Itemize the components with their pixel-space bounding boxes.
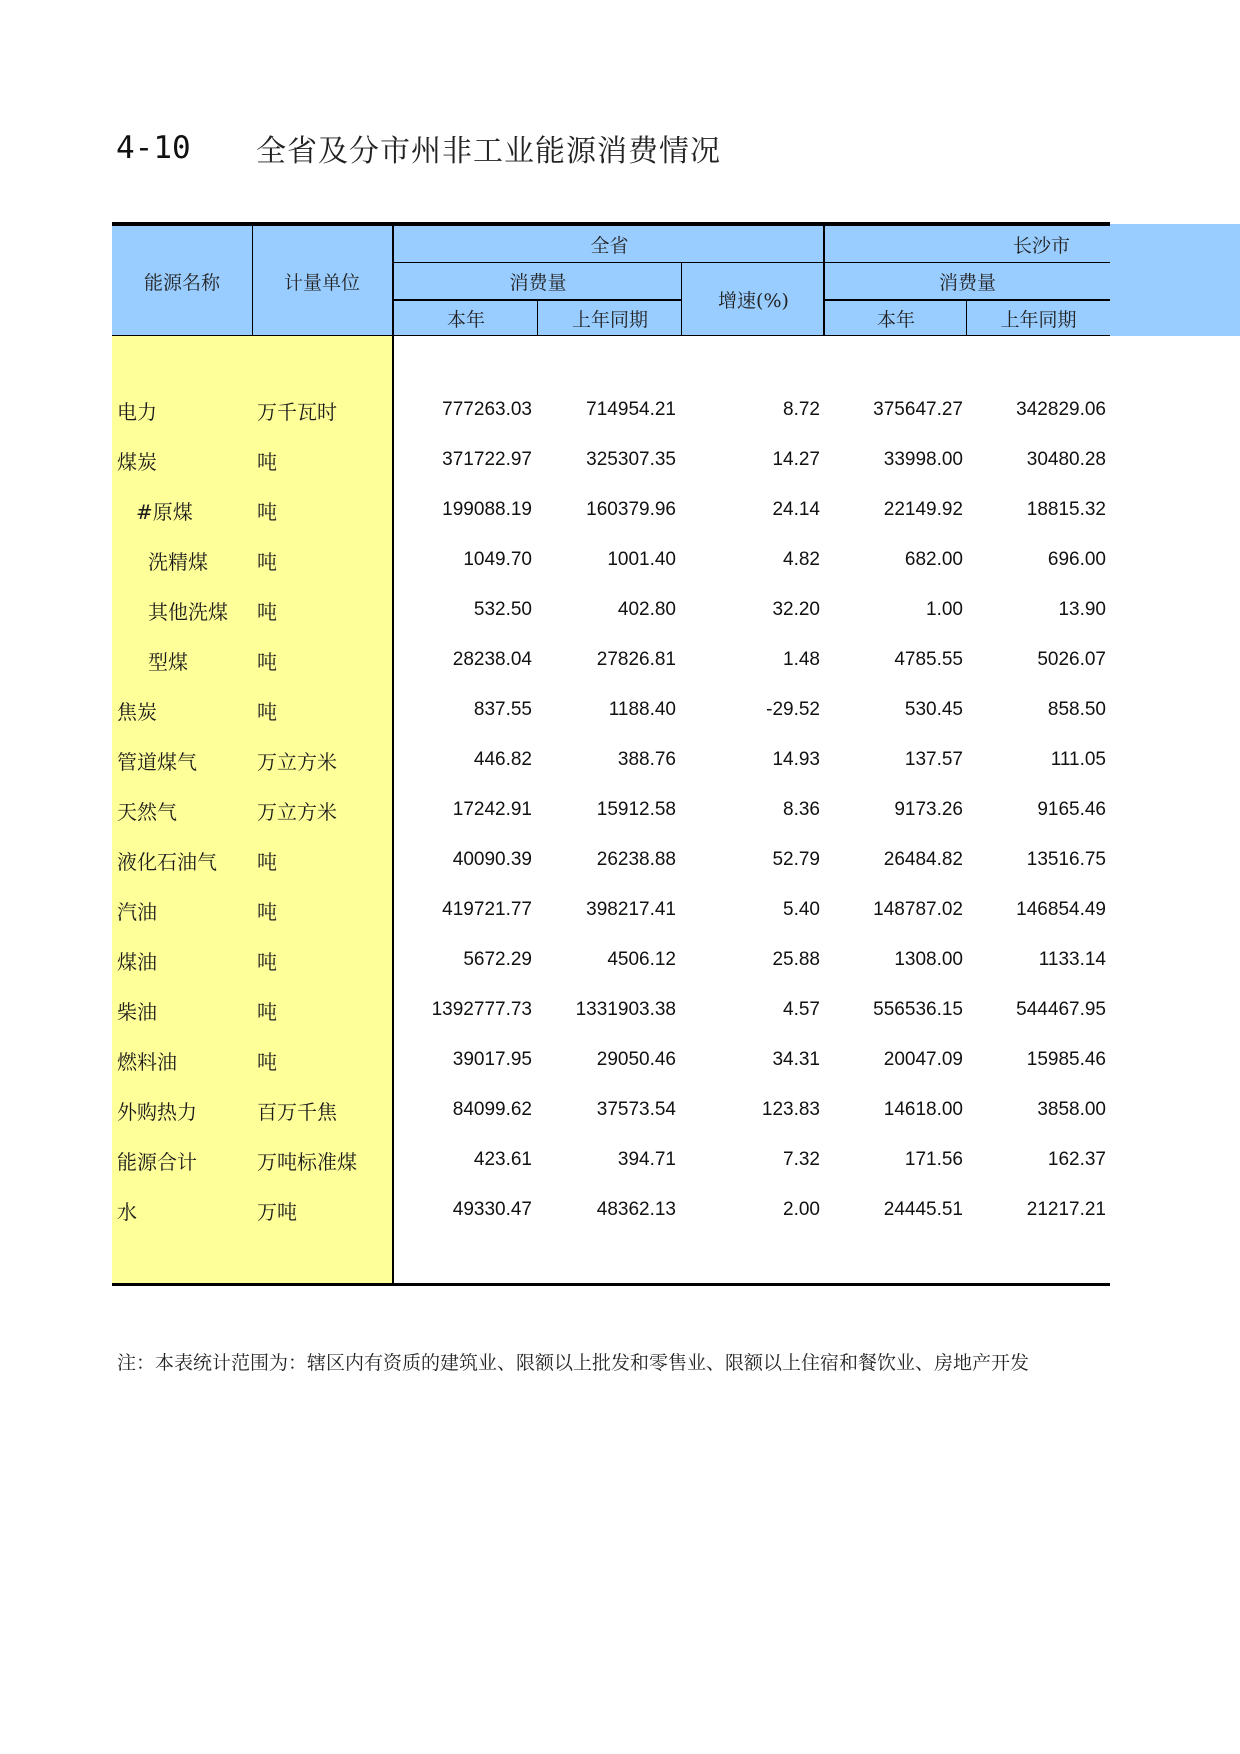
header-unit: 计量单位 [283, 271, 360, 294]
city-this-year-cell: 24445.51 [883, 1199, 963, 1220]
energy-name-cell: 能源合计 [117, 1149, 197, 1174]
unit-cell: 万千瓦时 [257, 399, 337, 424]
city-this-year-cell: 9173.26 [894, 799, 963, 820]
province-last-year-cell: 15912.58 [596, 799, 676, 820]
city-last-year-cell: 342829.06 [1016, 399, 1106, 420]
city-last-year-cell: 13516.75 [1026, 849, 1106, 870]
province-last-year-cell: 4506.12 [607, 949, 676, 970]
province-last-year-cell: 388.76 [617, 749, 676, 770]
energy-name-cell: 煤炭 [117, 449, 157, 474]
city-this-year-cell: 4785.55 [894, 649, 963, 670]
city-last-year-cell: 5026.07 [1037, 649, 1106, 670]
header-province-consumption: 消费量 [509, 272, 567, 294]
province-last-year-cell: 714954.21 [586, 399, 676, 420]
divider [825, 299, 1110, 301]
energy-name-cell: 外购热力 [117, 1099, 197, 1124]
city-last-year-cell: 696.00 [1047, 549, 1106, 570]
province-last-year-cell: 29050.46 [596, 1049, 676, 1070]
province-this-year-cell: 40090.39 [452, 849, 532, 870]
city-this-year-cell: 530.45 [904, 699, 963, 720]
table-row [112, 985, 1110, 1035]
province-this-year-cell: 1049.70 [463, 549, 532, 570]
city-last-year-cell: 21217.21 [1026, 1199, 1106, 1220]
energy-name-cell: 天然气 [117, 799, 177, 824]
table-row [112, 485, 1110, 535]
growth-cell: 4.57 [783, 999, 820, 1020]
divider [394, 262, 1110, 263]
province-last-year-cell: 1188.40 [608, 699, 676, 720]
province-this-year-cell: 777263.03 [442, 399, 532, 420]
unit-cell: 吨 [257, 499, 277, 524]
unit-cell: 万吨 [257, 1199, 297, 1224]
divider [537, 300, 538, 336]
energy-name-cell: 型煤 [148, 649, 188, 674]
table-row [112, 585, 1110, 635]
city-last-year-cell: 111.05 [1050, 749, 1106, 770]
unit-cell: 吨 [257, 649, 277, 674]
header-energy-name: 能源名称 [143, 271, 220, 294]
unit-cell: 吨 [257, 949, 277, 974]
province-last-year-cell: 325307.35 [586, 449, 676, 470]
footnote: 注：本表统计范围为：辖区内有资质的建筑业、限额以上批发和零售业、限额以上住宿和餐饮业、房地产开发 [117, 1352, 1030, 1374]
table-bottom-border [112, 1283, 1110, 1286]
unit-cell: 万立方米 [257, 749, 337, 774]
province-last-year-cell: 48362.13 [596, 1199, 676, 1220]
unit-cell: 吨 [257, 449, 277, 474]
growth-cell: 34.31 [772, 1049, 820, 1070]
energy-name-cell: 管道煤气 [117, 749, 197, 774]
energy-name-cell: #原煤 [136, 499, 193, 524]
header-growth: 增速(%) [718, 290, 789, 312]
city-this-year-cell: 1308.00 [894, 949, 963, 970]
city-this-year-cell: 137.57 [904, 749, 963, 770]
city-this-year-cell: 33998.00 [883, 449, 963, 470]
province-this-year-cell: 84099.62 [452, 1099, 532, 1120]
unit-cell: 吨 [257, 699, 277, 724]
header-background-extension [1110, 224, 1240, 336]
table-row [112, 635, 1110, 685]
growth-cell: 24.14 [772, 499, 820, 520]
province-this-year-cell: 419721.77 [442, 899, 532, 920]
divider [392, 226, 394, 336]
city-this-year-cell: 26484.82 [883, 849, 963, 870]
city-this-year-cell: 682.00 [904, 549, 963, 570]
divider [252, 226, 253, 336]
province-this-year-cell: 446.82 [473, 749, 532, 770]
city-last-year-cell: 3858.00 [1037, 1099, 1106, 1120]
table-row [112, 735, 1110, 785]
growth-cell: 25.88 [772, 949, 820, 970]
growth-cell: 5.40 [783, 899, 820, 920]
growth-cell: 1.48 [783, 649, 820, 670]
energy-name-cell: 煤油 [117, 949, 157, 974]
province-last-year-cell: 1001.40 [607, 549, 676, 570]
city-last-year-cell: 13.90 [1058, 599, 1106, 620]
growth-cell: 7.32 [783, 1149, 820, 1170]
province-this-year-cell: 49330.47 [452, 1199, 532, 1220]
table-row [112, 685, 1110, 735]
energy-name-cell: 液化石油气 [117, 849, 217, 874]
unit-cell: 万立方米 [257, 799, 337, 824]
growth-cell: 32.20 [772, 599, 820, 620]
header-province-this-year: 本年 [446, 308, 485, 331]
city-last-year-cell: 15985.46 [1026, 1049, 1106, 1070]
unit-cell: 吨 [257, 849, 277, 874]
table-title: 全省及分市州非工业能源消费情况 [256, 134, 721, 169]
energy-name-cell: 汽油 [117, 899, 157, 924]
province-this-year-cell: 199088.19 [442, 499, 532, 520]
province-last-year-cell: 160379.96 [586, 499, 676, 520]
table-row [112, 535, 1110, 585]
province-last-year-cell: 398217.41 [586, 899, 676, 920]
growth-cell: 2.00 [783, 1199, 820, 1220]
energy-name-cell: 燃料油 [117, 1049, 177, 1074]
province-this-year-cell: 837.55 [473, 699, 532, 720]
unit-cell: 吨 [257, 599, 277, 624]
unit-cell: 吨 [257, 549, 277, 574]
province-last-year-cell: 394.71 [617, 1149, 676, 1170]
header-province: 全省 [590, 235, 629, 257]
energy-name-cell: 电力 [117, 399, 157, 424]
header-city-last-year: 上年同期 [1000, 308, 1077, 331]
table-row [112, 1185, 1110, 1235]
table-header [112, 222, 1110, 336]
city-this-year-cell: 556536.15 [873, 999, 963, 1020]
city-last-year-cell: 30480.28 [1026, 449, 1106, 470]
unit-cell: 吨 [257, 999, 277, 1024]
table-row [112, 885, 1110, 935]
city-this-year-cell: 20047.09 [883, 1049, 963, 1070]
table-row [112, 1135, 1110, 1185]
energy-name-cell: 其他洗煤 [148, 599, 228, 624]
header-city-this-year: 本年 [876, 308, 915, 331]
unit-cell: 万吨标准煤 [257, 1149, 357, 1174]
table-row [112, 435, 1110, 485]
province-this-year-cell: 371722.97 [442, 449, 532, 470]
table-row [112, 935, 1110, 985]
divider [394, 299, 682, 301]
province-last-year-cell: 37573.54 [596, 1099, 676, 1120]
city-this-year-cell: 1.00 [926, 599, 963, 620]
table-row [112, 1035, 1110, 1085]
growth-cell: -29.52 [766, 699, 820, 720]
city-this-year-cell: 375647.27 [873, 399, 963, 420]
province-this-year-cell: 423.61 [473, 1149, 532, 1170]
growth-cell: 52.79 [772, 849, 820, 870]
header-city-consumption: 消费量 [938, 272, 996, 294]
province-last-year-cell: 27826.81 [596, 649, 676, 670]
table-row [112, 385, 1110, 435]
unit-cell: 吨 [257, 1049, 277, 1074]
growth-cell: 8.72 [783, 399, 820, 420]
city-last-year-cell: 162.37 [1047, 1149, 1106, 1170]
header-city: 长沙市 [1012, 235, 1070, 257]
city-last-year-cell: 1133.14 [1038, 949, 1106, 970]
city-this-year-cell: 171.56 [904, 1149, 963, 1170]
divider [823, 226, 825, 336]
province-this-year-cell: 17242.91 [452, 799, 532, 820]
growth-cell: 4.82 [783, 549, 820, 570]
city-this-year-cell: 22149.92 [883, 499, 963, 520]
city-last-year-cell: 9165.46 [1037, 799, 1106, 820]
energy-name-cell: 水 [117, 1199, 137, 1224]
table-row [112, 835, 1110, 885]
growth-cell: 123.83 [761, 1099, 820, 1120]
province-last-year-cell: 26238.88 [596, 849, 676, 870]
province-last-year-cell: 1331903.38 [575, 999, 676, 1020]
unit-cell: 百万千焦 [257, 1099, 337, 1124]
header-province-last-year: 上年同期 [571, 308, 648, 331]
city-this-year-cell: 148787.02 [873, 899, 963, 920]
province-this-year-cell: 39017.95 [452, 1049, 532, 1070]
energy-name-cell: 焦炭 [117, 699, 157, 724]
table-number: 4-10 [116, 130, 191, 166]
unit-cell: 吨 [257, 899, 277, 924]
city-this-year-cell: 14618.00 [883, 1099, 963, 1120]
energy-name-cell: 洗精煤 [148, 549, 208, 574]
city-last-year-cell: 544467.95 [1016, 999, 1106, 1020]
growth-cell: 14.93 [772, 749, 820, 770]
growth-cell: 8.36 [783, 799, 820, 820]
growth-cell: 14.27 [772, 449, 820, 470]
province-this-year-cell: 1392777.73 [431, 999, 532, 1020]
divider [966, 300, 967, 336]
table-row [112, 1085, 1110, 1135]
province-this-year-cell: 532.50 [473, 599, 532, 620]
province-this-year-cell: 28238.04 [452, 649, 532, 670]
city-last-year-cell: 858.50 [1047, 699, 1106, 720]
energy-name-cell: 柴油 [117, 999, 157, 1024]
city-last-year-cell: 18815.32 [1026, 499, 1106, 520]
page-title [116, 128, 721, 168]
table-row [112, 785, 1110, 835]
province-this-year-cell: 5672.29 [463, 949, 532, 970]
province-last-year-cell: 402.80 [617, 599, 676, 620]
city-last-year-cell: 146854.49 [1016, 899, 1106, 920]
